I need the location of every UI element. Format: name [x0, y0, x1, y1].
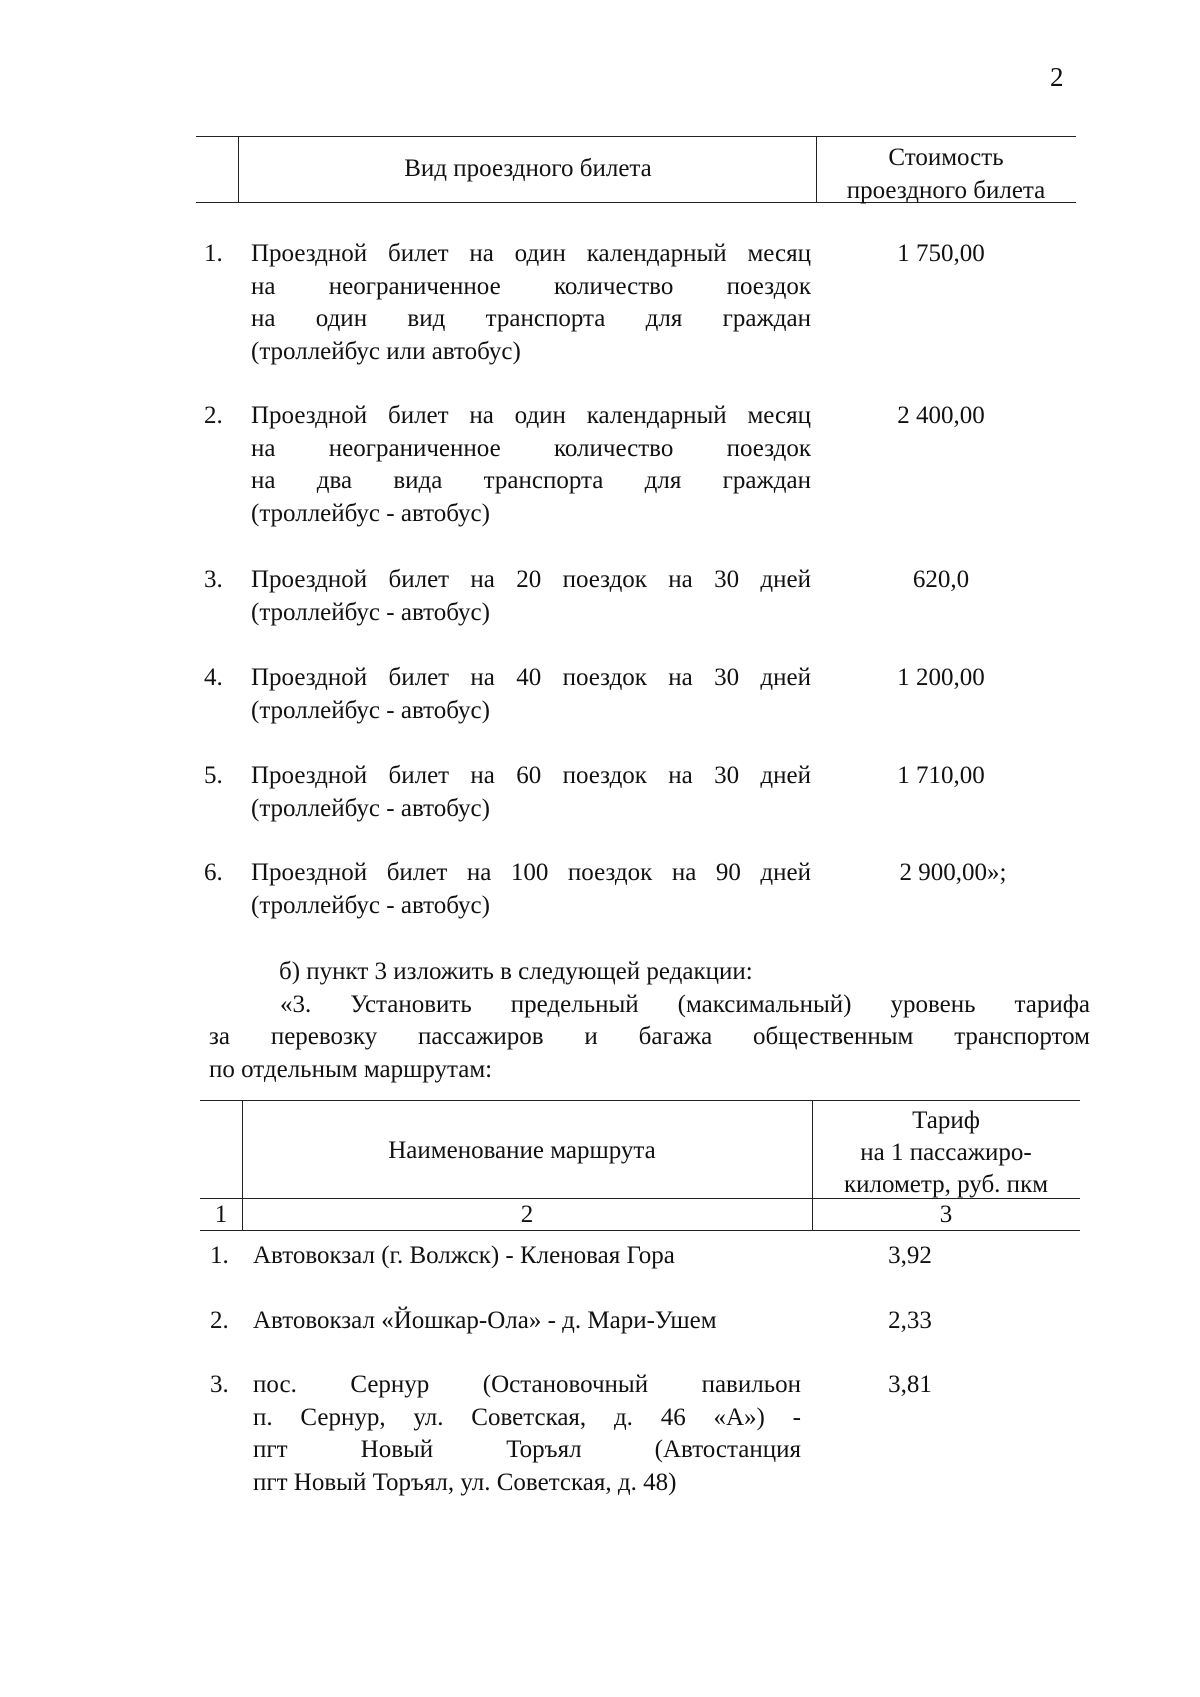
- header-route-name: Наименование маршрута: [388, 1137, 656, 1164]
- row-number: 3.: [204, 566, 223, 593]
- row-price: 2,33: [888, 1307, 932, 1334]
- row-number: 1.: [204, 240, 223, 267]
- desc-line: на один вид транспорта для граждан: [251, 305, 811, 333]
- desc-line: (троллейбус - автобус): [251, 794, 490, 822]
- desc-line: пгт Новый Торъял (Автостанция: [253, 1436, 801, 1464]
- desc-line: Проездной билет на 100 поездок на 90 дней: [251, 859, 811, 886]
- header-ticket-cost: [816, 141, 1076, 207]
- row-price: 3,92: [888, 1242, 932, 1269]
- row-description: [253, 1369, 801, 1499]
- column-number: 1: [214, 1201, 228, 1228]
- column-number: 2: [520, 1201, 534, 1228]
- header-tariff-line1: Тариф: [912, 1107, 980, 1134]
- row-description: [253, 1240, 801, 1273]
- desc-line: (троллейбус - автобус): [251, 598, 490, 626]
- row-description: [251, 857, 811, 922]
- desc-line: Проездной билет на 40 поездок на 30 дней: [251, 664, 811, 691]
- desc-line: пгт Новый Торъял, ул. Советская, д. 48): [253, 1468, 677, 1496]
- header-tariff-line2: на 1 пассажиро-: [860, 1139, 1032, 1166]
- column-number: 3: [939, 1201, 953, 1228]
- row-number: 4.: [204, 664, 223, 691]
- amendment-paragraph: [209, 956, 1090, 1086]
- paragraph-line: «3. Установить предельный (максимальный) уровень тарифа: [280, 990, 1090, 1018]
- row-price: 1 200,00: [897, 664, 985, 691]
- row-price: 2 400,00: [897, 402, 985, 429]
- desc-line: (троллейбус или автобус): [251, 337, 521, 365]
- page-number: 2: [1050, 62, 1064, 92]
- row-description: [251, 400, 811, 530]
- row-description: [251, 760, 811, 825]
- header-tariff: [812, 1105, 1080, 1201]
- row-price: 1 710,00: [897, 762, 985, 789]
- header-tariff-line3: километр, руб. пкм: [843, 1171, 1049, 1198]
- row-price: 2 900,00»;: [899, 859, 1007, 886]
- desc-line: Автовокзал «Йошкар-Ола» - д. Мари-Ушем: [253, 1307, 717, 1334]
- header-ticket-type: Вид проездного билета: [404, 155, 652, 182]
- desc-line: на два вида транспорта для граждан: [251, 467, 811, 495]
- desc-line: Проездной билет на один календарный месяц: [251, 402, 811, 429]
- desc-line: Проездной билет на один календарный месяц: [251, 240, 811, 267]
- row-price: 3,81: [888, 1371, 932, 1398]
- header-cost-line2: проездного билета: [846, 177, 1046, 204]
- row-price: 1 750,00: [897, 240, 985, 267]
- desc-line: на неограниченное количество поездок: [251, 434, 811, 462]
- route-table-header: [200, 1100, 1080, 1231]
- row-price: 620,0: [912, 566, 970, 593]
- row-description: [251, 564, 811, 629]
- desc-line: на неограниченное количество поездок: [251, 272, 811, 300]
- row-description: [253, 1305, 801, 1338]
- row-number: 2.: [210, 1307, 229, 1334]
- desc-line: Автовокзал (г. Волжск) - Кленовая Гора: [253, 1242, 675, 1269]
- desc-line: (троллейбус - автобус): [251, 499, 490, 527]
- row-number: 1.: [210, 1242, 229, 1269]
- paragraph-line: по отдельным маршрутам:: [209, 1055, 493, 1083]
- desc-line: Проездной билет на 20 поездок на 30 дней: [251, 566, 811, 593]
- desc-line: (троллейбус - автобус): [251, 696, 490, 724]
- ticket-table-header: [196, 136, 1076, 203]
- row-description: [251, 238, 811, 368]
- row-number: 3.: [210, 1371, 229, 1398]
- paragraph-line: за перевозку пассажиров и багажа общественным транспортом: [209, 1023, 1090, 1051]
- paragraph-line: б) пункт 3 изложить в следующей редакции:: [279, 958, 753, 985]
- row-number: 2.: [204, 402, 223, 429]
- desc-line: пос. Сернур (Остановочный павильон: [253, 1371, 801, 1398]
- row-number: 5.: [204, 762, 223, 789]
- header-cost-line1: Стоимость: [888, 144, 1004, 171]
- desc-line: Проездной билет на 60 поездок на 30 дней: [251, 762, 811, 789]
- desc-line: п. Сернур, ул. Советская, д. 46 «А») -: [253, 1403, 801, 1431]
- desc-line: (троллейбус - автобус): [251, 891, 490, 919]
- row-description: [251, 662, 811, 727]
- row-number: 6.: [204, 859, 223, 886]
